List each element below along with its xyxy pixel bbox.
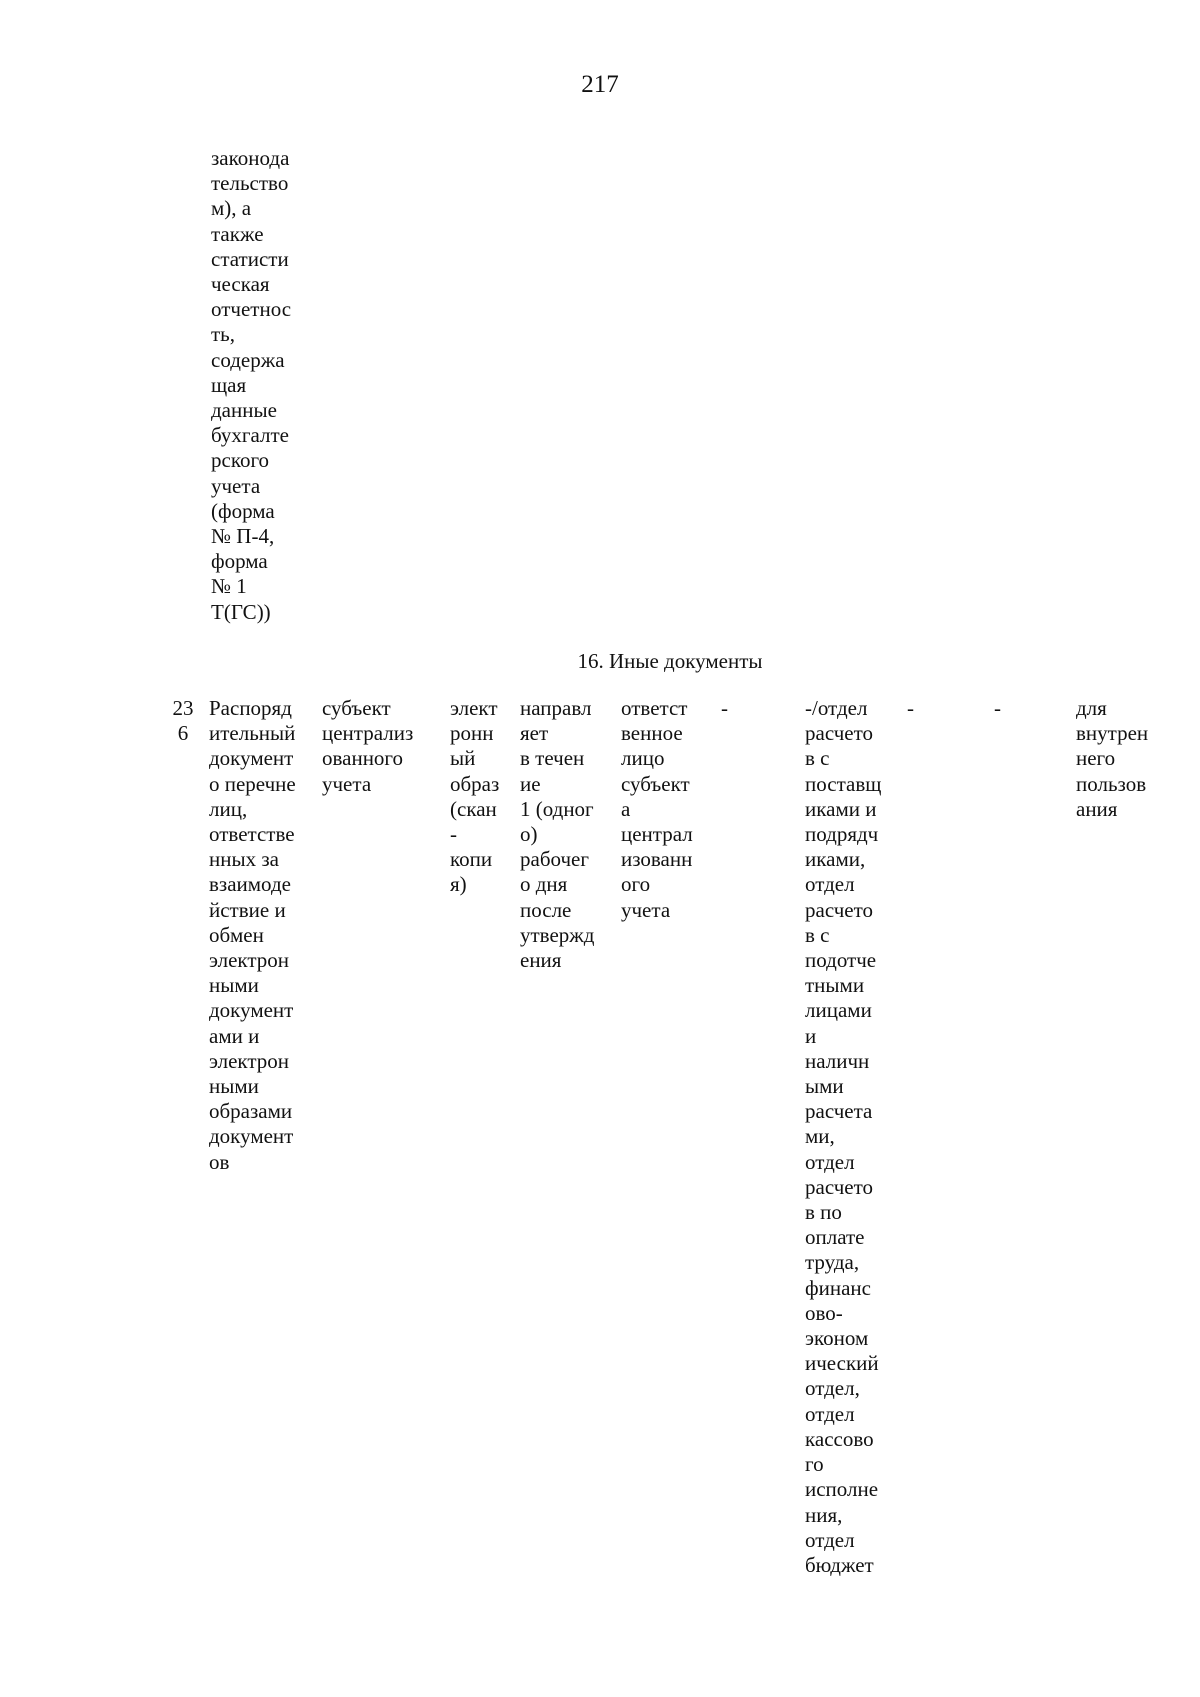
dash-cell: - — [994, 696, 1001, 720]
dash-cell: - — [721, 696, 728, 720]
document-name-cell: Распоряд ительный документ о перечне лиц, ответстве нных за взаимоде йствие и обмен электрон ными документ ами и электрон ными образами документ ов — [209, 696, 296, 1174]
section-title: 16. Иные документы — [577, 649, 763, 673]
continuation-cell-text: законода тельство м), а также статисти ческая отчетнос ть, содержа щая данные бухгалте рского учета (форма № П-4, форма № 1 Т(ГС)) — [211, 146, 292, 624]
recipient-cell: -/отдел расчето в с поставщ иками и подрядч иками, отдел расчето в с подотче тными лицами и наличн ыми расчета ми, отдел расчето в по оплате труда, финанс ово- эконом ический отдел, отдел кассово го исполне ния, отдел бюджет — [805, 696, 882, 1577]
deadline-cell: направл яет в течен ие 1 (одног о) рабочег о дня после утвержд ения — [520, 696, 595, 973]
creator-cell: субъект централиз ованного учета — [322, 696, 414, 796]
note-cell: для внутрен него пользов ания — [1076, 696, 1149, 821]
row-number: 23 6 — [172, 696, 194, 746]
format-cell: элект ронн ый образ (скан - копи я) — [450, 696, 500, 897]
page-number: 217 — [581, 71, 619, 98]
dash-cell: - — [907, 696, 914, 720]
responsible-cell: ответст венное лицо субъект а централ изованн ого учета — [621, 696, 693, 922]
